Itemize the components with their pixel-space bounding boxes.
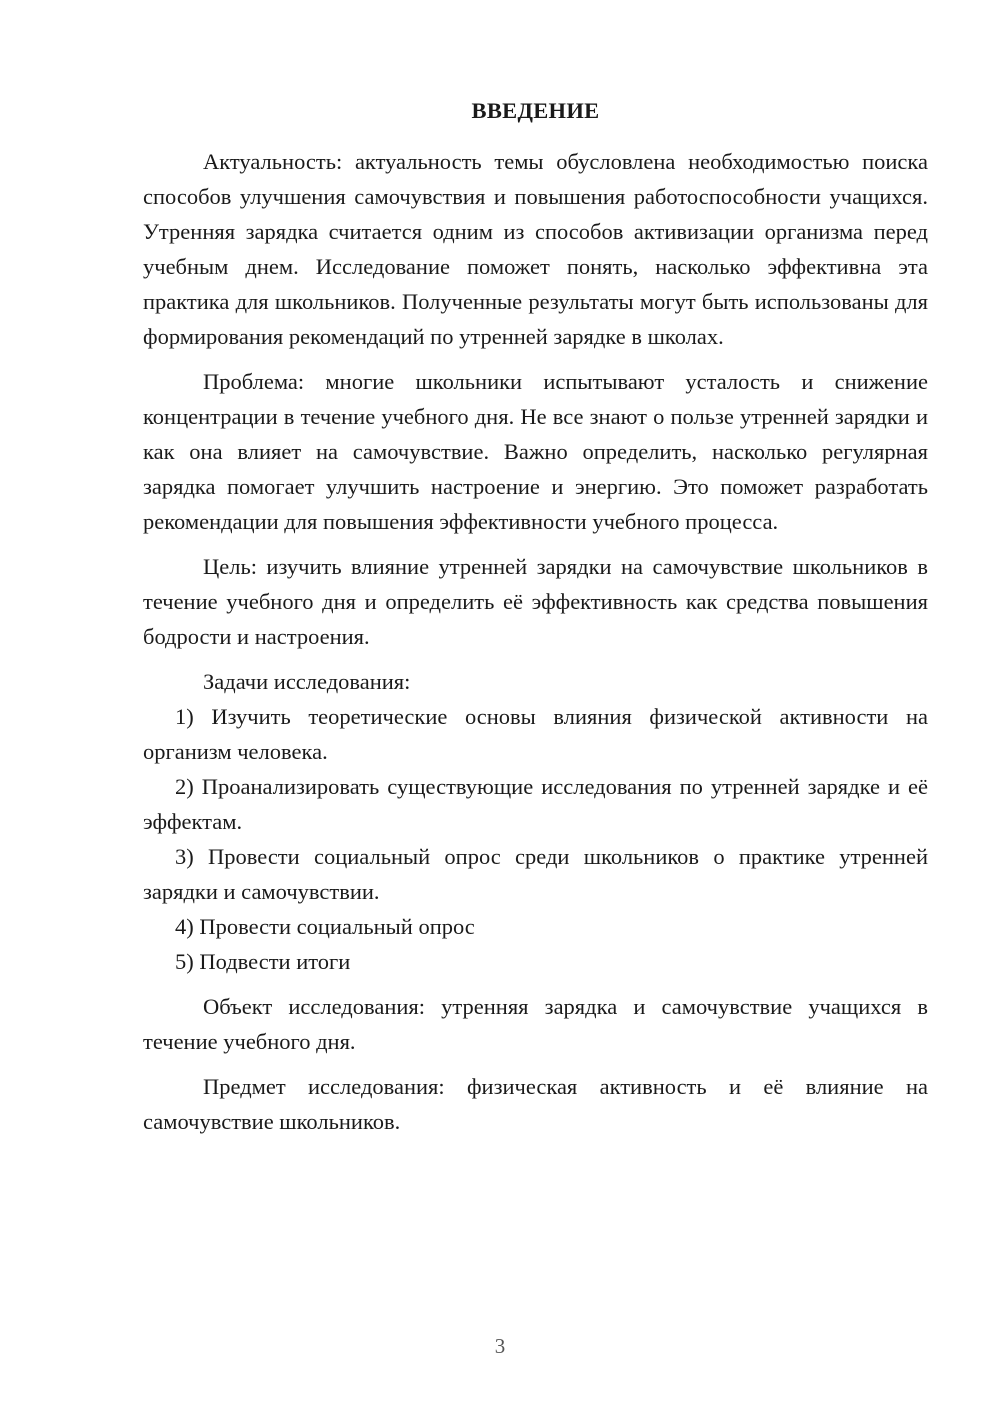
list-item: 3) Провести социальный опрос среди школьников о практике утренней зарядки и самочувствии. — [143, 844, 928, 904]
tasks-list — [143, 699, 928, 979]
list-item: 2) Проанализировать существующие исследования по утренней зарядке и её эффектам. — [143, 774, 928, 834]
document-page — [143, 96, 928, 1139]
paragraph-relevance: Актуальность: актуальность темы обусловлена необходимостью поиска способов улучшения самочувствия и повышения работоспособности учащихся. Утренняя зарядка считается одним из способов активизации организма перед учебным днем. Исследование поможет понять, насколько эффективна эта практика для школьников. Полученные результаты могут быть использованы для формирования рекомендаций по утренней зарядке в школах. — [143, 149, 928, 349]
list-item: 1) Изучить теоретические основы влияния физической активности на организм человека. — [143, 704, 928, 764]
list-item: 4) Провести социальный опрос — [175, 914, 475, 939]
list-item: 5) Подвести итоги — [175, 949, 351, 974]
paragraph-goal: Цель: изучить влияние утренней зарядки на самочувствие школьников в течение учебного дня и определить её эффективность как средства повышения бодрости и настроения. — [143, 554, 928, 649]
tasks-heading: Задачи исследования: — [203, 669, 411, 694]
page-number: 3 — [494, 1334, 506, 1358]
paragraph-problem: Проблема: многие школьники испытывают усталость и снижение концентрации в течение учебного дня. Не все знают о пользе утренней зарядки и как она влияет на самочувствие. Важно определить, насколько регулярная зарядка помогает улучшить настроение и энергию. Это поможет разработать рекомендации для повышения эффективности учебного процесса. — [143, 369, 928, 534]
paragraph-subject: Предмет исследования: физическая активность и её влияние на самочувствие школьников. — [143, 1074, 928, 1134]
section-title: ВВЕДЕНИЕ — [471, 98, 600, 123]
paragraph-object: Объект исследования: утренняя зарядка и самочувствие учащихся в течение учебного дня. — [143, 994, 928, 1054]
